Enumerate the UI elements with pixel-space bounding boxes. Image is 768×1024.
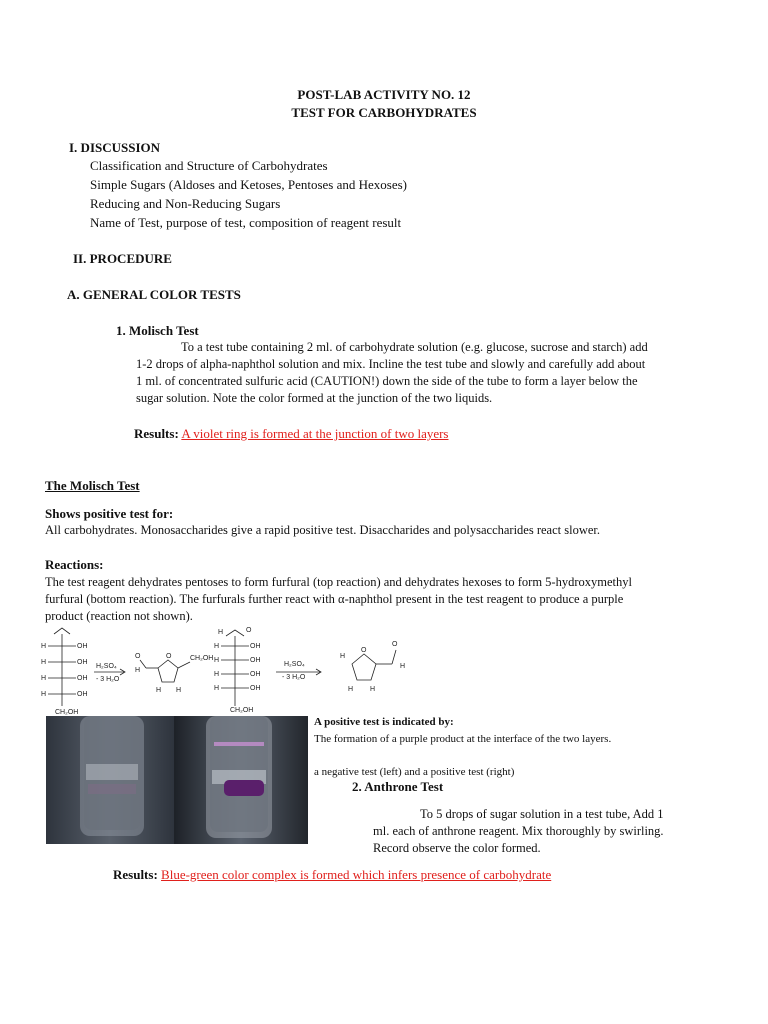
svg-text:OH: OH — [250, 657, 261, 664]
svg-text:O: O — [392, 641, 398, 648]
svg-text:OH: OH — [250, 643, 261, 650]
positive-test-tube — [206, 716, 272, 838]
shows-text: All carbohydrates. Monosaccharides give a rapid positive test. Disaccharides and polysaccharides react slower. — [45, 523, 601, 537]
anthrone-line: To 5 drops of sugar solution in a test tube, Add 1 — [420, 807, 664, 821]
positive-heading: A positive test is indicated by: — [314, 716, 454, 728]
svg-text:CH₂OH: CH₂OH — [55, 709, 79, 716]
results-label: Results: — [113, 867, 158, 882]
negative-test-tube — [80, 716, 144, 836]
document-title: POST-LAB ACTIVITY NO. 12 — [297, 87, 471, 102]
molisch-line: 1 ml. of concentrated sulfuric acid (CAUTION!) down the side of the tube to form a layer below the — [136, 374, 638, 388]
reactions-heading: Reactions: — [45, 557, 104, 572]
svg-text:OH: OH — [250, 671, 261, 678]
svg-text:H: H — [214, 657, 220, 664]
svg-text:H: H — [41, 659, 47, 666]
svg-text:O: O — [246, 627, 252, 634]
anthrone-heading: 2. Anthrone Test — [352, 779, 444, 794]
svg-text:OH: OH — [77, 659, 88, 666]
svg-text:OH: OH — [77, 643, 88, 650]
hmf-structure — [340, 641, 405, 693]
procedure-heading: II. PROCEDURE — [73, 251, 172, 266]
document-subtitle: TEST FOR CARBOHYDRATES — [291, 105, 477, 120]
molisch-line: sugar solution. Note the color formed at the junction of the two liquids. — [136, 391, 493, 405]
pentose-structure — [41, 628, 88, 716]
svg-text:- 3 H₂O: - 3 H₂O — [282, 674, 306, 681]
discussion-item: Reducing and Non-Reducing Sugars — [90, 196, 281, 211]
discussion-heading: I. DISCUSSION — [69, 140, 161, 155]
svg-text:O: O — [135, 653, 141, 660]
svg-text:H: H — [156, 687, 162, 694]
svg-text:H: H — [41, 691, 47, 698]
results-label: Results: — [134, 426, 179, 441]
svg-text:H: H — [214, 671, 220, 678]
molisch-heading: 1. Molisch Test — [116, 323, 199, 338]
discussion-item: Simple Sugars (Aldoses and Ketoses, Pentoses and Hexoses) — [90, 177, 408, 192]
reactions-line: The test reagent dehydrates pentoses to form furfural (top reaction) and dehydrates hexoses to form 5-hydroxymethyl — [45, 575, 632, 589]
svg-text:H: H — [340, 653, 346, 660]
reaction-arrow — [276, 661, 321, 681]
svg-text:H: H — [214, 685, 220, 692]
svg-text:CH₂OH: CH₂OH — [230, 707, 254, 714]
molisch-results — [134, 426, 449, 442]
anthrone-line: Record observe the color formed. — [373, 841, 541, 855]
svg-text:H: H — [41, 643, 47, 650]
anthrone-results — [113, 867, 551, 883]
molisch-line: 1-2 drops of alpha-naphthol solution and mix. Incline the test tube and slowly and carefully add about — [136, 357, 646, 371]
svg-text:H: H — [41, 675, 47, 682]
svg-text:H₂SO₄: H₂SO₄ — [284, 661, 305, 668]
reaction-arrow — [94, 663, 125, 683]
svg-text:OH: OH — [77, 691, 88, 698]
anthrone-line: ml. each of anthrone reagent. Mix thoroughly by swirling. — [373, 824, 664, 838]
svg-text:H: H — [214, 643, 220, 650]
svg-text:CH₂OH: CH₂OH — [190, 655, 214, 662]
hexose-structure — [214, 627, 261, 714]
general-tests-heading: A. GENERAL COLOR TESTS — [67, 287, 241, 302]
svg-text:H: H — [135, 667, 141, 674]
svg-text:H: H — [218, 629, 224, 636]
shows-heading: Shows positive test for: — [45, 506, 174, 521]
reactions-line: product (reaction not shown). — [45, 609, 193, 623]
discussion-item: Classification and Structure of Carbohydrates — [90, 158, 328, 173]
reaction-scheme-diagram — [40, 624, 440, 716]
reactions-line: furfural (bottom reaction). The furfurals further react with α-naphthol present in the test reagent to produce a purple — [45, 592, 624, 606]
svg-text:H: H — [400, 663, 406, 670]
svg-text:H: H — [176, 687, 182, 694]
svg-text:H₂SO₄: H₂SO₄ — [96, 663, 117, 670]
results-text: Blue-green color complex is formed which infers presence of carbohydrate — [161, 867, 552, 882]
svg-text:O: O — [361, 647, 367, 654]
svg-text:OH: OH — [77, 675, 88, 682]
svg-text:O: O — [166, 653, 172, 660]
svg-text:- 3 H₂O: - 3 H₂O — [96, 676, 120, 683]
furfural-structure — [135, 653, 213, 694]
svg-text:H: H — [348, 686, 354, 693]
molisch-line: To a test tube containing 2 ml. of carbohydrate solution (e.g. glucose, sucrose and starch) add — [181, 340, 648, 354]
results-text: A violet ring is formed at the junction of two layers — [181, 426, 449, 441]
molisch-info-title: The Molisch Test — [45, 478, 140, 493]
svg-text:H: H — [370, 686, 376, 693]
discussion-item: Name of Test, purpose of test, composition of reagent result — [90, 215, 402, 230]
svg-text:OH: OH — [250, 685, 261, 692]
photo-caption: a negative test (left) and a positive test (right) — [314, 766, 515, 778]
test-tube-photo — [46, 716, 308, 844]
positive-text: The formation of a purple product at the interface of the two layers. — [314, 733, 612, 745]
